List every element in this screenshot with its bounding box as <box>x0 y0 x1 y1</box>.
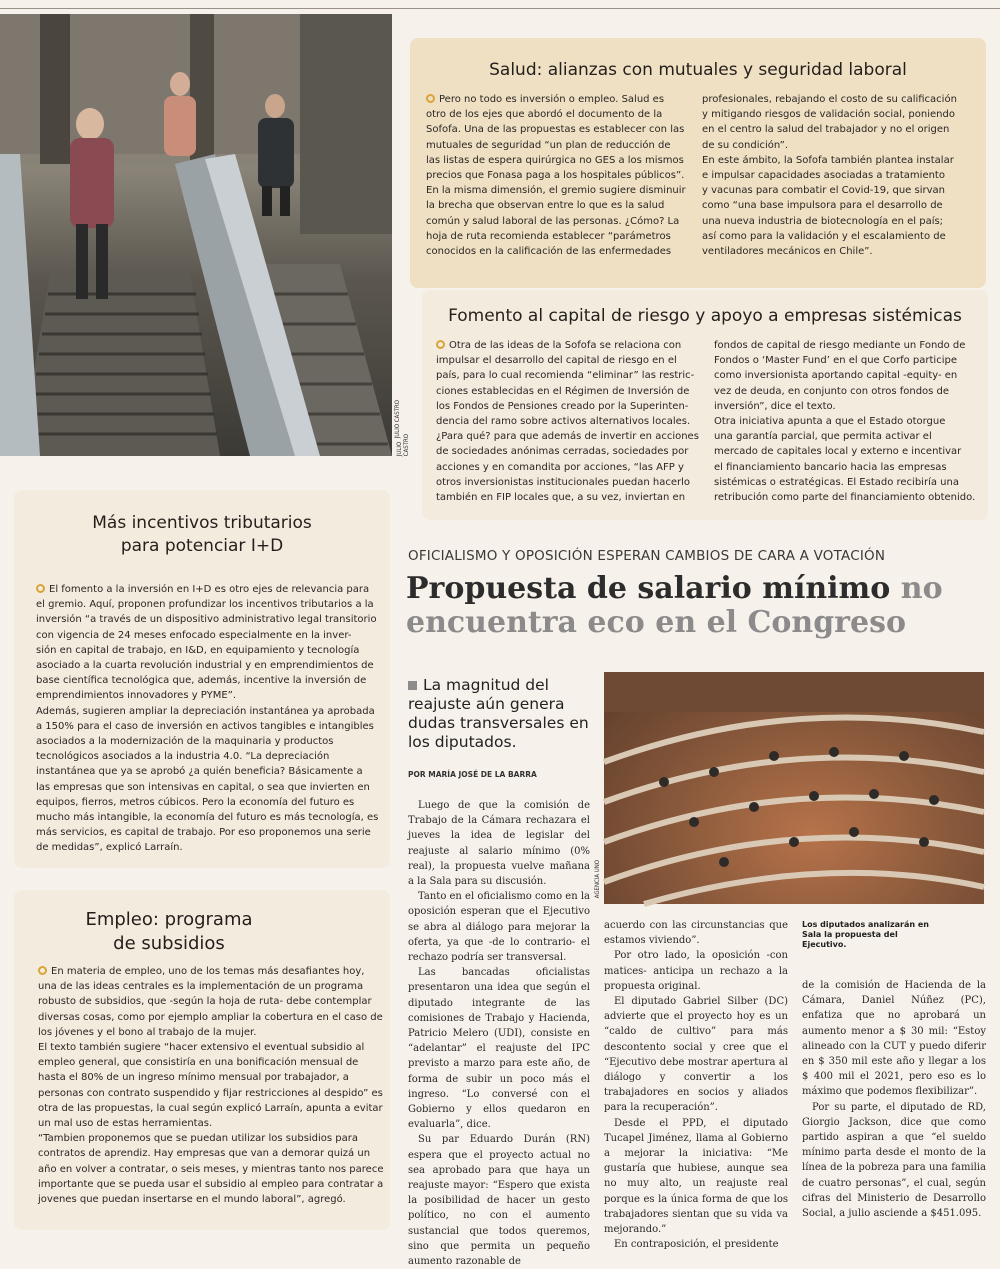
bullet-icon <box>426 94 435 103</box>
incentivos-line: sión en capital de trabajo, en I&D, en equipamiento y tecnología <box>36 644 360 656</box>
empleo-line: importante que se pueda usar el subsidio al empleo para contratar a <box>38 1178 384 1190</box>
empleo-line: una de las ideas centrales es la implementación de un programa <box>38 981 364 993</box>
article-headline <box>406 572 996 640</box>
article-byline: POR MARÍA JOSÉ DE LA BARRA <box>408 770 537 779</box>
empleo-line: año en volver a contratar, o seis meses, y mientras tanto nos parece <box>38 1163 384 1175</box>
empleo-title <box>14 908 324 956</box>
incentivos-line: emprendimientos innovadores y PYME”. <box>36 690 237 702</box>
headline-line-1 <box>406 572 996 606</box>
incentivos-line: las empresas que son intensivas en capital, o sea que invierten en <box>36 781 370 793</box>
fomento-line: sistémicas o estratégicas. El Estado recibiría una <box>714 476 959 488</box>
fomento-line: país, para lo cual recomienda “eliminar” las restric- <box>436 370 695 382</box>
empleo-line: empleo general, que consistiría en una bonificación mensual de <box>38 1057 359 1069</box>
empleo-line: En materia de empleo, uno de los temas más desafiantes hoy, <box>38 964 390 979</box>
fomento-title: Fomento al capital de riesgo y apoyo a empresas sistémicas <box>448 306 962 326</box>
empleo-title-line-1: Empleo: programa <box>85 909 253 930</box>
incentivos-line: de medidas”, explicó Larraín. <box>36 842 183 854</box>
article-paragraph: acuerdo con las circunstancias que estamos viviendo”. <box>604 920 788 947</box>
incentivos-line: con vigencia de 24 meses enfocado especialmente en la inver- <box>36 629 352 641</box>
fomento-line: Otra de las ideas de la Sofofa se relaciona con <box>436 338 706 353</box>
incentivos-body <box>36 582 386 856</box>
bullet-icon <box>38 966 47 975</box>
fomento-line: fondos de capital de riesgo mediante un Fondo de <box>714 340 966 351</box>
article-paragraph: El diputado Gabriel Silber (DC) advierte que el proyecto hoy es un “caldo de cultivo” para más descontento social y cree que el “Ejecutivo debe mostrar apertura al diálogo y convertir a los trabajadores en socios y aliados para la recuperación”. <box>604 996 788 1114</box>
salud-line: común y salud laboral de las personas. ¿Cómo? La <box>426 215 680 227</box>
article-paragraph: Las bancadas oficialistas presentaron una idea que según el diputado integrante de las comisiones de Trabajo y Hacienda, Patricio Melero (UDI), consiste en “adelantar” el reajuste del IPC previsto a marzo para este año, de forma de subir un poco más el ingreso. “Lo conversé con el Gobierno y ellos quedaron en evaluarla”, dice. <box>408 967 590 1131</box>
salud-line: Pero no todo es inversión o empleo. Salud es <box>426 92 698 107</box>
congress-photo-credit: AGENCIA UNO <box>594 860 601 899</box>
escalator-illustration <box>0 14 392 456</box>
article-paragraph: Su par Eduardo Durán (RN) espera que el proyecto actual no sea aprobado para que haya un reajuste mayor: “Espero que exista la posibilidad de hacer un gesto político, no con el aumento sustancial que todos queremos, sino que permita un pequeño aumento razonable de <box>408 1134 590 1268</box>
article-paragraph: Desde el PPD, el diputado Tucapel Jiménez, llama al Gobierno a mejorar la iniciativa: “Me gustaría que hubiese, aunque sea no muy alto, un reajuste real porque es la única forma de que los trabajadores sientan que su vida va mejorando.” <box>604 1117 788 1236</box>
article-paragraph: de la comisión de Hacienda de la Cámara, Daniel Núñez (PC), enfatiza que no aprobará un aumento menor a $ 30 mil: “Estoy alineado con la CUT y puedo diferir en $ 350 mil este año y llegar a los $ 400 mil el 2021, pero eso es lo máximo que podemos flexibilizar”. <box>802 980 986 1098</box>
empleo-box <box>14 890 390 1230</box>
fomento-line: dencia del ramo sobre activos alternativos locales. <box>436 416 691 428</box>
congress-illustration <box>604 672 984 904</box>
fomento-line: una garantía parcial, que permita activar el <box>714 431 932 443</box>
congress-photo-caption: Los diputados analizarán en Sala la propuesta del Ejecutivo. <box>802 920 929 949</box>
empleo-line: contratos de aprendiz. Hay empresas que van a demorar quizá un <box>38 1148 371 1160</box>
congress-photo <box>604 672 984 904</box>
article-lead <box>408 676 594 752</box>
incentivos-line: equipos, fierros, metros cúbicos. Pero la economía del futuro es <box>36 796 355 808</box>
article-kicker: OFICIALISMO Y OPOSICIÓN ESPERAN CAMBIOS DE CARA A VOTACIÓN <box>408 548 886 564</box>
escalator-photo <box>0 14 410 457</box>
empleo-line: hasta el 80% de un ingreso mínimo mensual por trabajador, a <box>38 1072 349 1084</box>
empleo-line: El texto también sugiere “hacer extensivo el eventual subsidio al <box>38 1042 365 1054</box>
top-rule <box>0 8 1000 9</box>
incentivos-line: asociados a la modernización de la maquinaria y productos <box>36 736 334 748</box>
salud-line: en el centro la salud del trabajador y no el origen <box>702 124 950 136</box>
salud-line: En la misma dimensión, el gremio sugiere disminuir <box>426 185 686 197</box>
salud-line: ventiladores mecánicos en Chile”. <box>702 246 873 258</box>
fomento-line: impulsar el desarrollo del capital de riesgo en el <box>436 355 677 367</box>
salud-line: como “una base impulsora para el desarrollo de <box>702 200 943 212</box>
salud-line: otro de los ejes que abordó el documento de la <box>426 109 663 121</box>
salud-line: así como para la validación y el escalamiento de <box>702 230 946 242</box>
salud-line: y mitigando riesgos de validación social, poniendo <box>702 109 955 121</box>
fomento-box <box>422 290 988 520</box>
empleo-line: jovenes que puedan insertarse en el mundo laboral”, agregó. <box>38 1194 346 1206</box>
square-bullet-icon <box>408 681 417 690</box>
article-col-3 <box>802 978 986 1221</box>
empleo-title-line-2: de subsidios <box>113 933 225 954</box>
fomento-line: ciones establecidas en el Régimen de Inversión de <box>436 385 690 397</box>
photo-credit: JULIO CASTRO <box>396 434 410 457</box>
incentivos-line: más servicios, es capital de trabajo. Por eso proponemos una serie <box>36 827 371 839</box>
empleo-line: personas con contrato suspendido y fijar restricciones al despido” es <box>38 1087 383 1099</box>
incentivos-box <box>14 490 390 868</box>
fomento-col-2 <box>714 338 986 505</box>
bullet-icon <box>36 584 45 593</box>
lead-text: La magnitud del reajuste aún genera dudas transversales en los diputados. <box>408 676 589 751</box>
fomento-line: otros inversionistas institucionales puedan hacerlo <box>436 476 691 488</box>
salud-line: las listas de espera quirúrgica no GES a los mismos <box>426 154 684 166</box>
empleo-body <box>38 964 390 1207</box>
fomento-col-1 <box>436 338 706 505</box>
empleo-line: diversas cosas, como por ejemplo ampliar la cobertura en el caso de <box>38 1011 383 1023</box>
headline-part-b: no <box>900 571 943 606</box>
bullet-icon <box>436 340 445 349</box>
salud-line: mutuales de seguridad “un plan de reducción de <box>426 139 671 151</box>
fomento-line: también en FIP locales que, a su vez, inviertan en <box>436 492 686 504</box>
empleo-line: otra de las propuestas, la cual según explicó Larraín, apunta a evitar <box>38 1102 383 1114</box>
article-paragraph: Por otro lado, la oposición -con matices- anticipa un rechazo a la propuesta original. <box>604 950 788 992</box>
fomento-line: inversión”, dice el texto. <box>714 400 836 412</box>
salud-line: de su condición”. <box>702 139 789 151</box>
empleo-line: un mal uso de estas herramientas. <box>38 1118 213 1130</box>
salud-line: conocidos en la calificación de las enfermedades <box>426 246 672 258</box>
incentivos-line: asociado a la cuarta revolución industrial y en emprendimientos de <box>36 660 374 672</box>
salud-col-1 <box>426 92 698 259</box>
salud-title: Salud: alianzas con mutuales y seguridad laboral <box>489 60 907 80</box>
headline-line-2: encuentra eco en el Congreso <box>406 605 906 640</box>
fomento-line: mercado de capitales local y externo e incentivar <box>714 446 962 458</box>
fomento-line: Otra iniciativa apunta a que el Estado otorgue <box>714 416 946 428</box>
incentivos-title-line-1: Más incentivos tributarios <box>92 513 312 533</box>
fomento-line: los Fondos de Pensiones creado por la Superinten- <box>436 400 689 412</box>
article-paragraph: En contraposición, el presidente <box>614 1239 779 1251</box>
salud-line: precios que Fonasa paga a los hospitales públicos”. <box>426 170 685 182</box>
salud-line: profesionales, rebajando el costo de su calificación <box>702 94 957 105</box>
incentivos-line: Además, sugieren ampliar la depreciación instantánea ya aprobada <box>36 705 375 717</box>
incentivos-line: instantánea que ya se aprobó ¿a quién beneficia? Básicamente a <box>36 766 363 778</box>
salud-line: e impulsar capacidades asociadas a tratamiento <box>702 170 945 182</box>
incentivos-line: el gremio. Aquí, proponen profundizar los incentivos tributarios a la <box>36 599 374 611</box>
empleo-line: “Tambien proponemos que se puedan utilizar los subsidios para <box>38 1133 359 1145</box>
fomento-line: retribución como parte del financiamiento obtenido. <box>714 492 976 504</box>
incentivos-title <box>14 512 390 558</box>
incentivos-line: inversión “a través de un dispositivo administrativo legal transitorio <box>36 614 377 626</box>
salud-box <box>410 38 986 288</box>
incentivos-line: a 150% para el caso de inversión en activos tangibles e intangibles <box>36 720 374 732</box>
empleo-line: robusto de subsidios, que -según la hoja de ruta- debe contemplar <box>38 996 372 1008</box>
fomento-line: ¿Para qué? para que además de invertir en acciones <box>436 431 699 443</box>
salud-line: hoja de ruta recomienda establecer “parámetros <box>426 230 671 242</box>
salud-line: una nueva industria de biotecnología en el país; <box>702 215 944 227</box>
article-paragraph: Por su parte, el diputado de RD, Giorgio Jackson, dice que como partido aspiran a que “el sueldo mínimo parta desde el monto de la línea de la pobreza para una familia de cuatro personas”, el cual, según cifras del Ministerio de Desarrollo Social, a julio asciende a $451.095. <box>802 1101 986 1220</box>
salud-line: En este ámbito, la Sofofa también plantea instalar <box>702 154 954 166</box>
article-col-1 <box>408 798 590 1269</box>
fomento-line: vez de deuda, en conjunto con otros fondos de <box>714 385 950 397</box>
article-col-2 <box>604 918 788 1252</box>
incentivos-line: mucho más intangible, la economía del futuro es más tecnología, es <box>36 812 379 824</box>
article-paragraph: Luego de que la comisión de Trabajo de la Cámara rechazara el jueves la idea de legislar del reajuste al salario mínimo (0% real), la propuesta vuelve mañana a la Sala para su discusión. <box>408 800 590 888</box>
article-paragraph: Tanto en el oficialismo como en la oposición esperan que el Ejecutivo se abra al diálogo para mejorar la oferta, ya que -de lo contrario- el rechazo podría ser transversal. <box>408 891 591 964</box>
incentivos-line: El fomento a la inversión en I+D es otro ejes de relevancia para <box>36 582 386 597</box>
fomento-line: de sociedades anónimas cerradas, sociedades por <box>436 446 689 458</box>
incentivos-title-line-2: para potenciar I+D <box>120 536 284 556</box>
fomento-line: como inversionista aportando capital -equity- en <box>714 370 958 382</box>
salud-line: Sofofa. Una de las propuestas es establecer con las <box>426 124 685 136</box>
fomento-line: Fondos o ‘Master Fund’ en el que Corfo participe <box>714 355 957 367</box>
salud-line: y vacunas para combatir el Covid-19, que sirvan <box>702 185 945 197</box>
salud-col-2 <box>702 92 982 259</box>
empleo-line: los jóvenes y el bono al trabajo de la mujer. <box>38 1026 257 1038</box>
salud-line: la brecha que observan entre lo que es la salud <box>426 200 665 212</box>
headline-part-a: Propuesta de salario mínimo <box>406 571 891 606</box>
incentivos-line: base científica tecnológica que, además, incentive la inversión de <box>36 675 367 687</box>
fomento-line: acciones y en comandita por acciones, “las AFP y <box>436 461 684 473</box>
fomento-line: el financiamiento bancario hacia las empresas <box>714 461 947 473</box>
escalator-photo-credit: JULIO CASTRO <box>394 400 401 439</box>
incentivos-line: tecnológicos asociados a la industria 4.0. “La depreciación <box>36 751 330 763</box>
